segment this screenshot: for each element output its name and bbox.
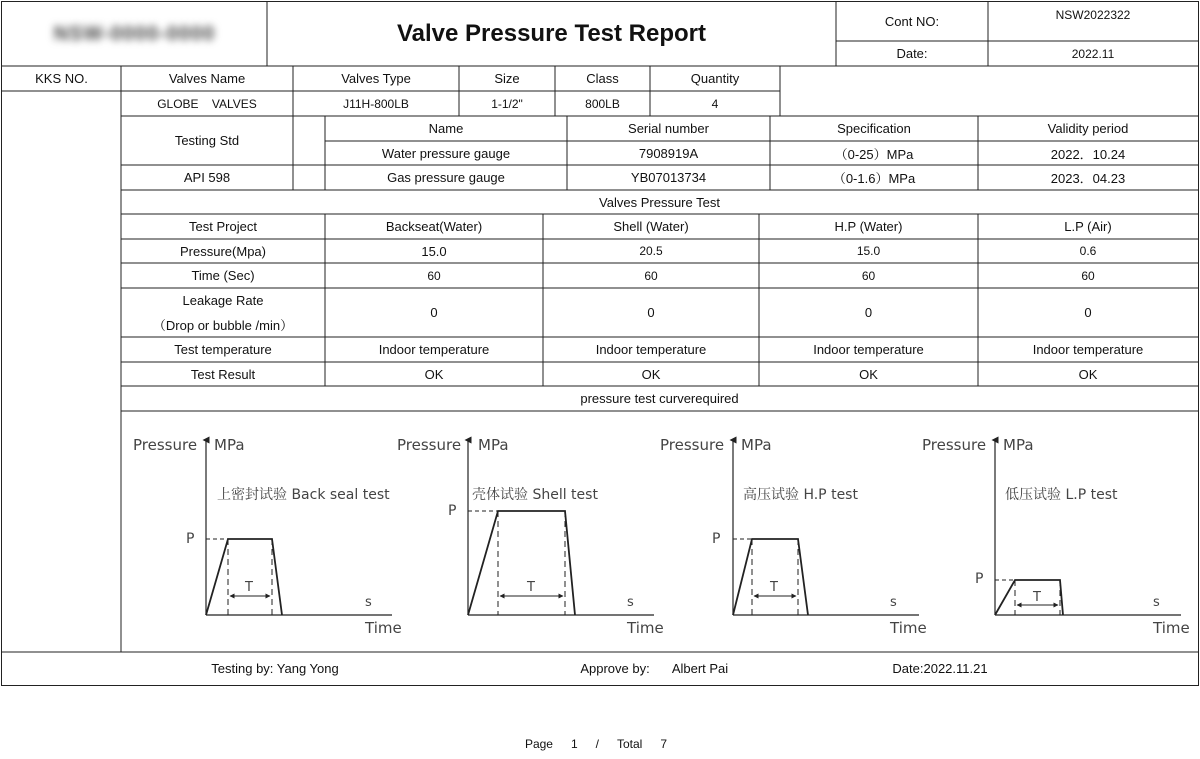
total-number: 7 bbox=[660, 737, 668, 751]
gauge-serial: YB07013734 bbox=[630, 170, 707, 185]
table-cell: 0.6 bbox=[1079, 244, 1097, 258]
page-number: 1 bbox=[570, 737, 578, 751]
curve-title: 上密封试验 Back seal test bbox=[217, 487, 390, 503]
p-label: P bbox=[448, 503, 457, 519]
row-label: Pressure(Mpa) bbox=[180, 243, 266, 259]
approve-name: Albert Pai bbox=[671, 661, 729, 676]
cont-no-label: Cont NO: bbox=[884, 14, 940, 29]
table-cell: OK bbox=[641, 366, 661, 382]
size-value: 1-1/2" bbox=[491, 96, 523, 111]
valves-type-value: J11H-800LB bbox=[343, 96, 409, 111]
table-cell: 0 bbox=[430, 305, 438, 320]
time-label: Time bbox=[627, 619, 664, 637]
unit-label: MPa bbox=[214, 436, 245, 454]
table-cell: 60 bbox=[427, 268, 441, 283]
table-cell: Indoor temperature bbox=[595, 342, 707, 357]
kks-label: KKS NO. bbox=[35, 71, 88, 86]
t-label: T bbox=[1033, 590, 1041, 605]
row-label: Leakage Rate bbox=[182, 292, 264, 308]
date-label: Date: bbox=[896, 46, 928, 61]
gauge-spec: （0-25）MPa bbox=[834, 146, 914, 162]
class-label: Class bbox=[586, 71, 619, 86]
table-cell: OK bbox=[859, 366, 878, 382]
time-label: Time bbox=[1153, 619, 1190, 637]
size-label: Size bbox=[494, 71, 520, 86]
page-label: Page bbox=[524, 737, 553, 751]
time-label: Time bbox=[365, 619, 402, 637]
quantity-label: Quantity bbox=[690, 71, 740, 86]
page-indicator bbox=[0, 737, 1196, 757]
gauge-spec: （0-1.6）MPa bbox=[832, 171, 916, 186]
s-label: s bbox=[365, 595, 372, 610]
gauge-header-spec: Specification bbox=[837, 121, 911, 136]
t-label: T bbox=[245, 580, 253, 595]
table-cell: Indoor temperature bbox=[1032, 342, 1144, 357]
table-cell: 0 bbox=[864, 305, 873, 320]
table-cell: 60 bbox=[861, 268, 876, 283]
column-header: L.P (Air) bbox=[1064, 219, 1112, 234]
gauge-header-validity: Validity period bbox=[1047, 121, 1129, 136]
gauge-validity: 2022．10.24 bbox=[1050, 146, 1126, 162]
curves-section-title: pressure test curverequired bbox=[580, 391, 739, 406]
test-section-title: Valves Pressure Test bbox=[599, 194, 720, 210]
unit-label: MPa bbox=[478, 436, 509, 454]
s-label: s bbox=[890, 595, 897, 610]
curve-title: 壳体试验 Shell test bbox=[472, 487, 598, 503]
curve-title: 高压试验 H.P test bbox=[743, 487, 858, 503]
date-value: 2022.11 bbox=[1071, 46, 1115, 61]
class-value: 800LB bbox=[585, 96, 620, 111]
table-cell: 20.5 bbox=[639, 244, 663, 258]
gauge-serial: 7908919A bbox=[638, 145, 699, 161]
row-label: Test Result bbox=[190, 366, 256, 382]
time-label: Time bbox=[890, 619, 927, 637]
row-label-sub: （Drop or bubble /min） bbox=[152, 318, 294, 333]
t-label: T bbox=[527, 580, 535, 595]
page-separator: / bbox=[595, 737, 599, 751]
table-cell: Indoor temperature bbox=[813, 342, 924, 357]
y-axis-label: Pressure bbox=[397, 436, 462, 454]
gauge-header-serial: Serial number bbox=[628, 121, 709, 136]
testing-std-value: API 598 bbox=[183, 170, 231, 185]
table-cell: OK bbox=[1078, 366, 1098, 382]
curve-title: 低压试验 L.P test bbox=[1005, 487, 1118, 503]
curve-lp bbox=[922, 436, 1190, 637]
company-logo: NSW-0000-0000 bbox=[53, 22, 216, 45]
report-title: Valve Pressure Test Report bbox=[396, 20, 707, 47]
approve-label: Approve by: bbox=[580, 661, 650, 676]
unit-label: MPa bbox=[1003, 436, 1034, 454]
valves-type-label: Valves Type bbox=[341, 71, 411, 86]
testing-std-label: Testing Std bbox=[174, 133, 240, 148]
row-label: Time (Sec) bbox=[191, 268, 255, 283]
table-cell: OK bbox=[424, 366, 444, 382]
table-cell: 60 bbox=[1081, 268, 1095, 283]
unit-label: MPa bbox=[741, 436, 772, 454]
curve-shell bbox=[397, 436, 664, 637]
table-cell: Indoor temperature bbox=[378, 342, 490, 357]
column-header: Shell (Water) bbox=[613, 219, 689, 234]
curve-hp bbox=[660, 436, 927, 637]
s-label: s bbox=[1153, 595, 1160, 610]
footer-date: Date:2022.11.21 bbox=[892, 661, 988, 676]
test-project-label: Test Project bbox=[189, 219, 257, 234]
p-label: P bbox=[712, 531, 721, 547]
gauge-name: Water pressure gauge bbox=[381, 145, 511, 161]
table-cell: 0 bbox=[647, 305, 655, 320]
column-header: H.P (Water) bbox=[834, 219, 903, 234]
t-label: T bbox=[770, 580, 778, 595]
total-label: Total bbox=[617, 737, 643, 751]
cont-no-value: NSW2022322 bbox=[1055, 8, 1131, 22]
table-cell: 15.0 bbox=[856, 244, 881, 258]
table-cell: 0 bbox=[1084, 305, 1092, 320]
testing-by: Testing by: Yang Yong bbox=[211, 661, 339, 676]
p-label: P bbox=[975, 571, 984, 587]
s-label: s bbox=[627, 595, 634, 610]
curve-back-seal bbox=[133, 436, 402, 637]
table-cell: 60 bbox=[644, 268, 658, 283]
valves-name-value: GLOBE VALVES bbox=[157, 96, 257, 111]
p-label: P bbox=[186, 531, 195, 547]
y-axis-label: Pressure bbox=[133, 436, 198, 454]
gauge-name: Gas pressure gauge bbox=[387, 170, 505, 185]
gauge-header-name: Name bbox=[428, 121, 464, 136]
gauge-validity: 2023．04.23 bbox=[1050, 171, 1126, 186]
column-header: Backseat(Water) bbox=[385, 219, 483, 234]
valves-name-label: Valves Name bbox=[168, 71, 246, 86]
y-axis-label: Pressure bbox=[922, 436, 987, 454]
quantity-value: 4 bbox=[711, 96, 719, 111]
y-axis-label: Pressure bbox=[660, 436, 725, 454]
row-label: Test temperature bbox=[174, 342, 272, 357]
table-cell: 15.0 bbox=[421, 243, 447, 259]
